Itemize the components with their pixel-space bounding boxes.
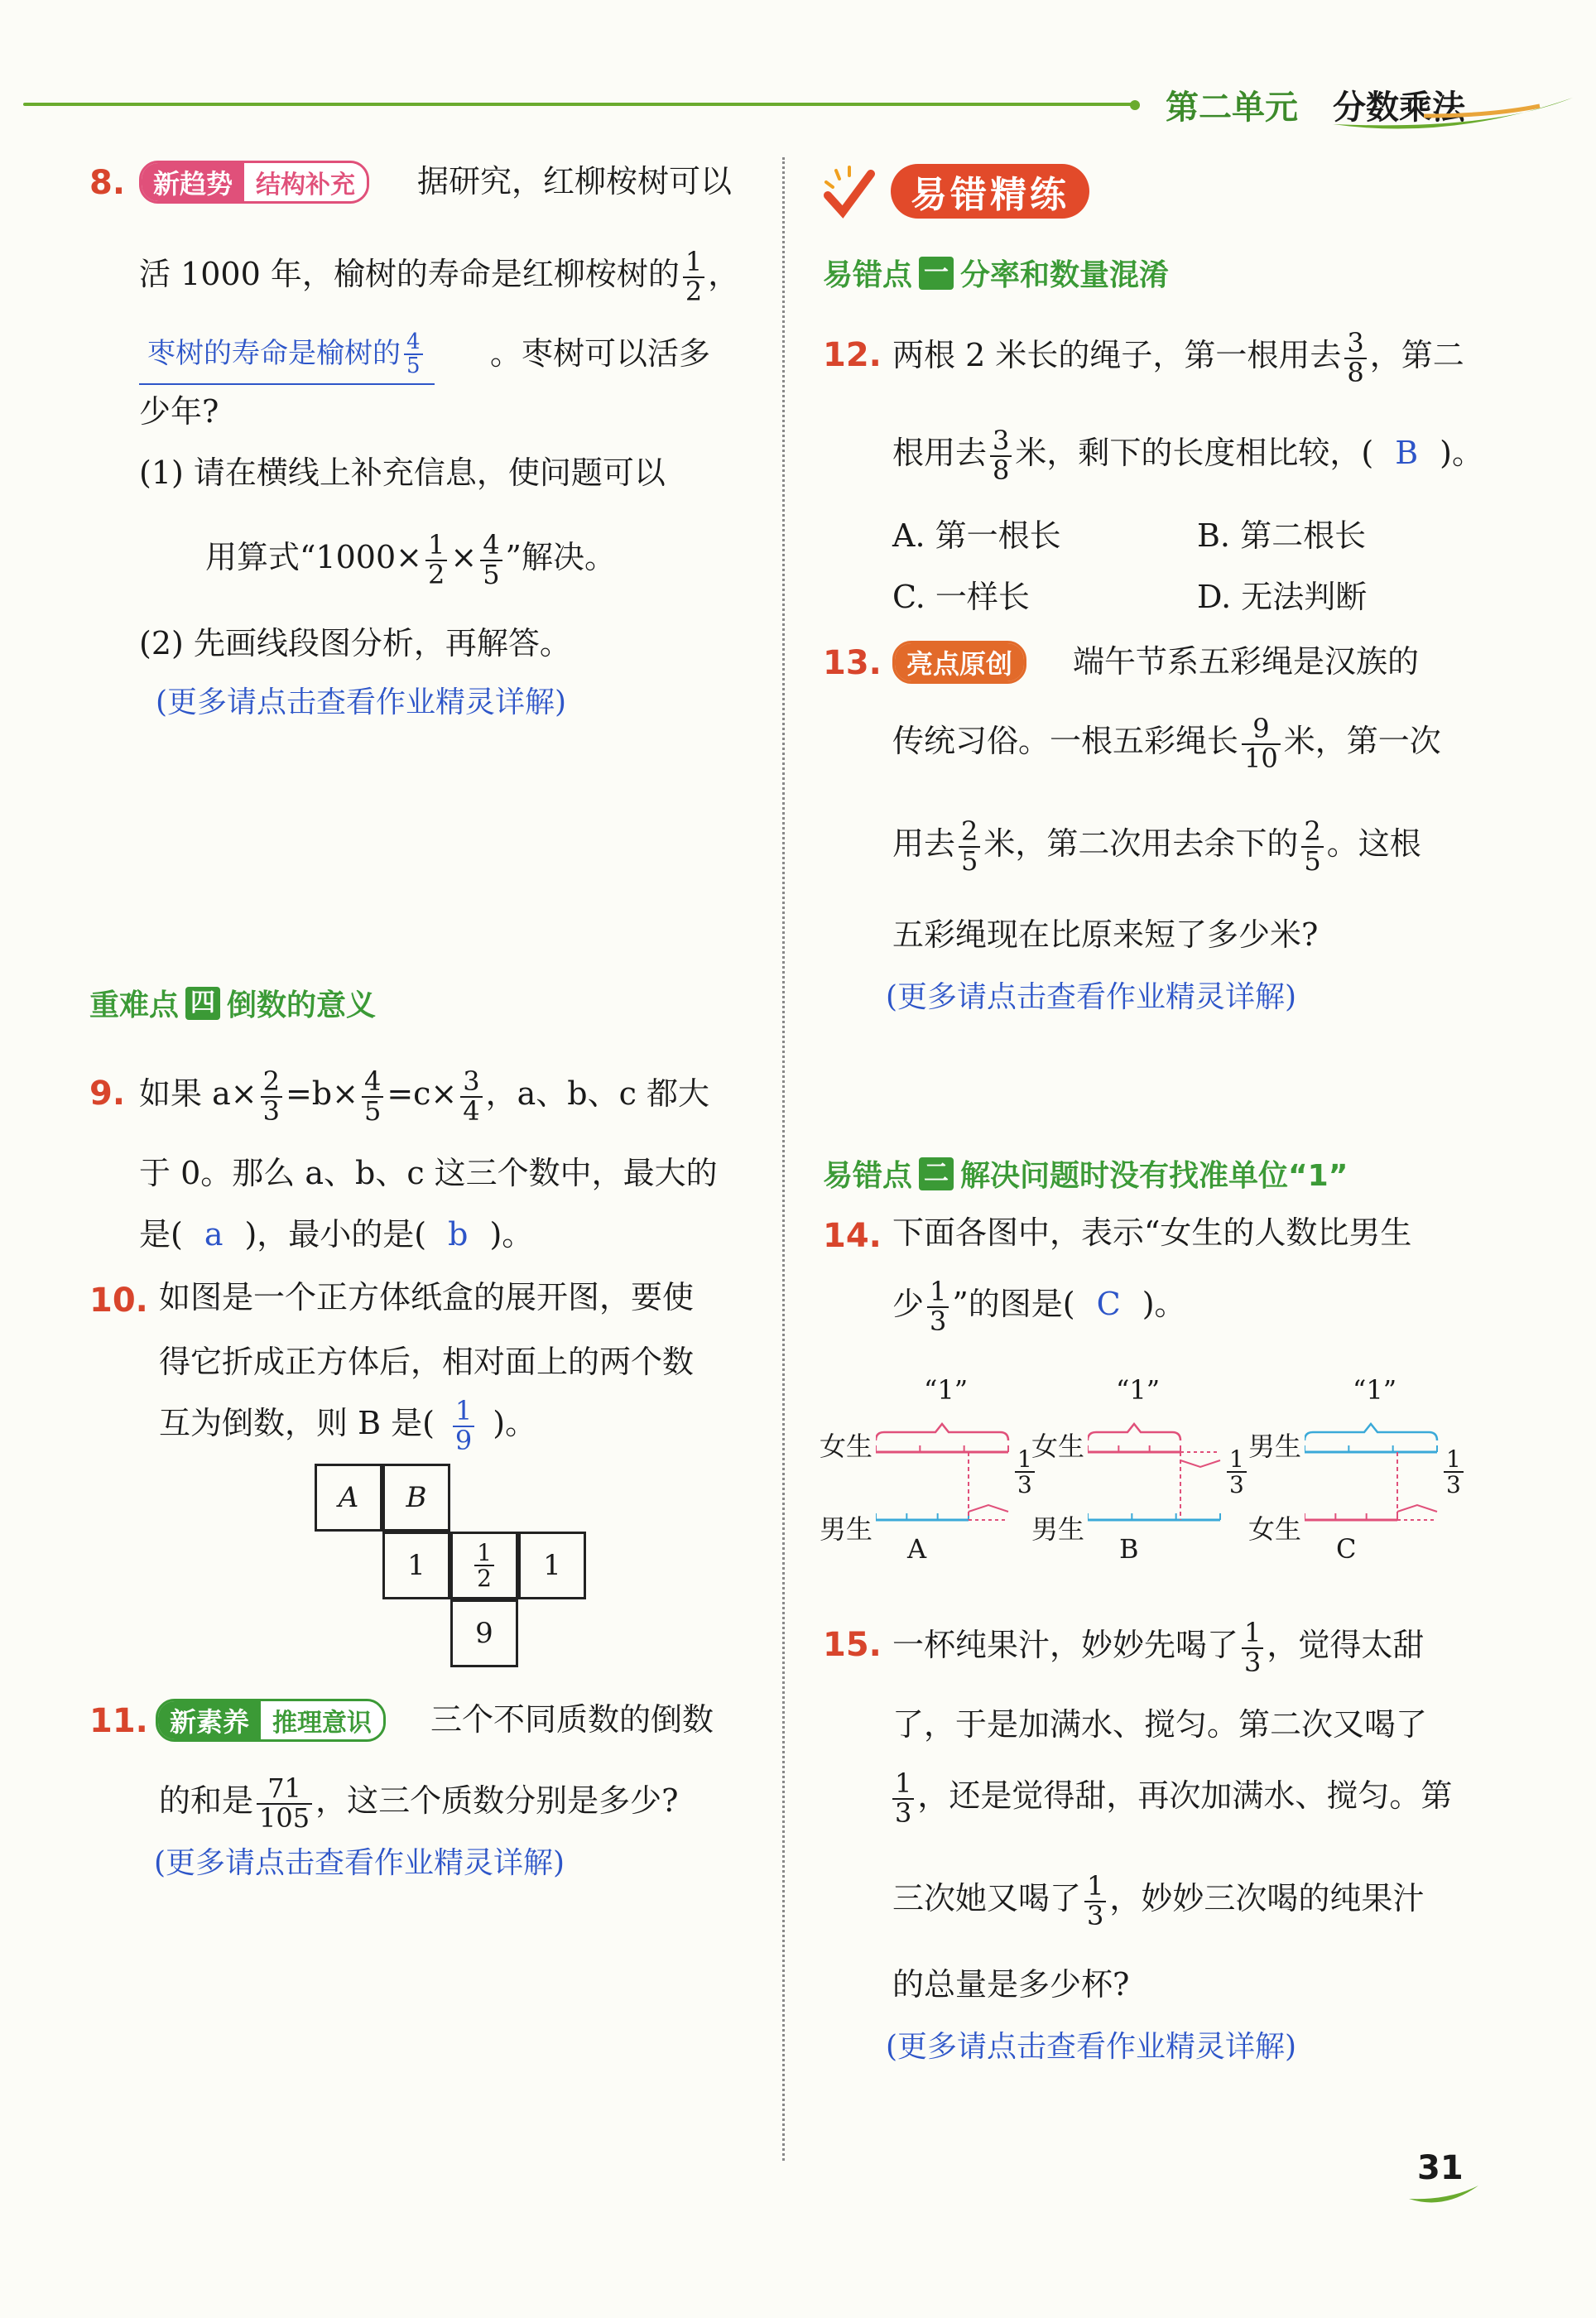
section-heading: 易错点 一 分率和数量混淆 [823, 257, 1170, 292]
unit-one-label: “1” [1116, 1374, 1161, 1406]
tag-badge [892, 641, 1026, 684]
net-cell: 9 [450, 1599, 518, 1667]
question-number: 8. [89, 164, 126, 202]
unit-one-label: “1” [924, 1374, 969, 1406]
net-cell: B [382, 1464, 450, 1532]
fraction: $\frac{4}{5}$ [362, 1068, 383, 1125]
swoosh-decoration [1324, 91, 1581, 132]
fraction: $\frac{1}{3}$ [1084, 1873, 1106, 1930]
tag-sublabel: 结构补充 [244, 163, 367, 201]
section-heading: 易错点 二 解决问题时没有找准单位“1” [823, 1158, 1348, 1193]
fraction: $\frac{1}{2}$ [425, 531, 447, 589]
q10-line1: 如图是一个正方体纸盒的展开图，要使 [159, 1279, 695, 1315]
tag-sublabel: 推理意识 [261, 1701, 383, 1739]
question-number: 15. [823, 1626, 882, 1664]
fraction: $\frac{2}{3}$ [261, 1068, 282, 1125]
topic-label: 分数乘法 [1333, 89, 1465, 127]
diagram-option-label: B [1119, 1533, 1139, 1565]
option-c: C. 一样长 [892, 579, 1030, 615]
fraction: $\frac{71}{105}$ [257, 1775, 312, 1832]
fraction: $\frac{1}{2}$ [683, 248, 704, 305]
fraction: $\frac{1}{3}$ [1012, 1447, 1038, 1498]
q9-line1: 如果 a× $\frac{2}{3}$ =b× $\frac{4}{5}$ =c× $\frac{3}{4}$ ，a、b、c 都大 [139, 1065, 709, 1127]
diagram-top-label: 女生 [1031, 1431, 1085, 1462]
section-banner: 易错精练 [891, 164, 1089, 219]
diagram-top-label: 男生 [1248, 1431, 1302, 1462]
diagram-bottom-label: 男生 [820, 1513, 873, 1545]
q14-line2: 少 $\frac{1}{3}$ ”的图是( C )。 [892, 1276, 1186, 1337]
diagram-option-label: C [1336, 1533, 1357, 1565]
net-cell: A [315, 1464, 382, 1532]
detail-link[interactable]: (更多请点击查看作业精灵详解) [154, 1846, 565, 1880]
check-icon [820, 164, 877, 222]
unit-one-label: “1” [1353, 1374, 1397, 1406]
q12-line1: 两根 2 米长的绳子，第一根用去 $\frac{3}{8}$ ，第二 [892, 327, 1464, 388]
q8-sub1-formula: 用算式“1000× $\frac{1}{2}$ × $\frac{4}{5}$ ”解决。 [205, 529, 616, 590]
q15-line1: 一杯纯果汁，妙妙先喝了 $\frac{1}{3}$ ，觉得太甜 [892, 1617, 1425, 1678]
q15-line5: 的总量是多少杯? [892, 1966, 1130, 2003]
q8-line3: 。枣树可以活多 [490, 335, 711, 372]
q8-sub1: (1) 请在横线上补充信息，使问题可以 [139, 454, 666, 491]
q8-line2-text: 活 1000 年，榆树的寿命是红柳桉树的 [139, 256, 680, 293]
check-icon [1127, 98, 1142, 113]
fraction: $\frac{1}{3}$ [1223, 1447, 1250, 1498]
net-cell: 1 [382, 1532, 450, 1599]
diagram-bottom-label: 女生 [1248, 1513, 1302, 1545]
fraction: $\frac{2}{5}$ [959, 818, 980, 875]
q13-line2: 传统习俗。一根五彩绳长 $\frac{9}{10}$ 米，第一次 [892, 713, 1441, 774]
detail-link[interactable]: (更多请点击查看作业精灵详解) [886, 2030, 1297, 2064]
q9-line3: 是( a )，最小的是( b )。 [139, 1216, 534, 1253]
fraction: $\frac{1}{3}$ [927, 1278, 949, 1335]
fraction: $\frac{1}{9}$ [453, 1397, 474, 1455]
question-number: 13. [823, 644, 882, 682]
tag-label: 亮点原创 [895, 643, 1024, 681]
q13-line3: 用去 $\frac{2}{5}$ 米，第二次用去余下的 $\frac{2}{5}$ 。这根 [892, 815, 1421, 877]
question-number: 12. [823, 336, 882, 374]
q11-line1: 三个不同质数的倒数 [430, 1701, 714, 1738]
q8-line4: 少年? [139, 393, 219, 430]
page-number: 31 [1417, 2149, 1464, 2187]
fraction: $\frac{2}{5}$ [1301, 818, 1323, 875]
q13-line1: 端午节系五彩绳是汉族的 [1073, 643, 1420, 680]
fraction: $\frac{1}{3}$ [1242, 1619, 1263, 1676]
header-rule [23, 103, 1132, 106]
tag-badge [156, 1699, 386, 1742]
q15-line4: 三次她又喝了 $\frac{1}{3}$ ，妙妙三次喝的纯果汁 [892, 1870, 1425, 1931]
diagram-option-label: A [907, 1533, 927, 1565]
detail-link[interactable]: (更多请点击查看作业精灵详解) [156, 685, 567, 719]
q15-line3: $\frac{1}{3}$ ，还是觉得甜，再次加满水、搅匀。第 [892, 1770, 1452, 1827]
q13-line4: 五彩绳现在比原来短了多少米? [892, 916, 1319, 953]
q9-line2: 于 0。那么 a、b、c 这三个数中，最大的 [139, 1155, 718, 1191]
detail-link[interactable]: (更多请点击查看作业精灵详解) [886, 980, 1297, 1014]
fraction: $\frac{1}{3}$ [1440, 1447, 1467, 1498]
diagram-bottom-label: 男生 [1031, 1513, 1085, 1545]
q14-line1: 下面各图中，表示“女生的人数比男生 [892, 1214, 1412, 1251]
fraction: $\frac{3}{8}$ [990, 427, 1012, 484]
net-cell [450, 1532, 518, 1599]
column-divider [782, 157, 785, 2161]
q11-line2: 的和是 $\frac{71}{105}$ ，这三个质数分别是多少? [159, 1772, 679, 1834]
fraction: $\frac{4}{5}$ [404, 331, 423, 378]
option-a: A. 第一根长 [892, 517, 1061, 554]
question-number: 11. [89, 1702, 148, 1740]
fraction: $\frac{4}{5}$ [480, 531, 502, 589]
tag-label: 新素养 [158, 1701, 261, 1739]
segment-diagram [1305, 1404, 1520, 1545]
tag-badge [139, 161, 369, 204]
q10-line3: 互为倒数，则 B 是( $\frac{1}{9}$ )。 [159, 1395, 537, 1456]
q15-line2: 了，于是加满水、搅匀。第二次又喝了 [892, 1706, 1428, 1743]
q10-line2: 得它折成正方体后，相对面上的两个数 [159, 1344, 695, 1380]
tag-label: 新趋势 [142, 163, 244, 201]
fraction: $\frac{1}{3}$ [892, 1770, 914, 1827]
fraction: $\frac{3}{4}$ [460, 1068, 482, 1125]
leaf-decoration [1407, 2182, 1482, 2207]
option-b: B. 第二根长 [1197, 517, 1367, 554]
net-cell: 1 [518, 1532, 586, 1599]
fraction: $\frac{9}{10}$ [1242, 715, 1281, 772]
q8-line1: 据研究，红柳桉树可以 [417, 163, 733, 200]
question-number: 14. [823, 1217, 882, 1255]
q8-line2: 活 1000 年，榆树的寿命是红柳桉树的 $\frac{1}{2}$ ， [139, 246, 740, 307]
fill-blank-answer: 枣树的寿命是榆树的 $\frac{4}{5}$ [139, 331, 435, 385]
option-d: D. 无法判断 [1197, 579, 1368, 615]
section-heading: 重难点 四 倒数的意义 [89, 988, 377, 1022]
diagram-top-label: 女生 [820, 1431, 873, 1462]
fraction: $\frac{3}{8}$ [1344, 329, 1366, 387]
q8-sub2: (2) 先画线段图分析，再解答。 [139, 625, 571, 661]
q12-line2: 根用去 $\frac{3}{8}$ 米，剩下的长度相比较，( B )。 [892, 425, 1483, 486]
question-number: 10. [89, 1282, 148, 1320]
unit-label: 第二单元 [1166, 89, 1298, 127]
fraction: $\frac{1}{2}$ [474, 1541, 494, 1591]
question-number: 9. [89, 1075, 126, 1113]
